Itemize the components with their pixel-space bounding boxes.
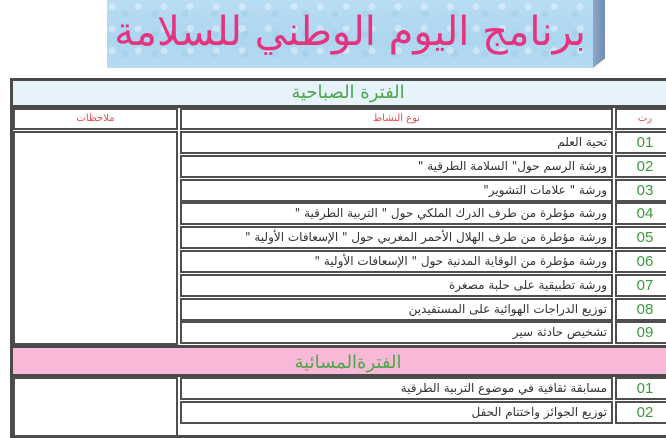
notes-cell-evening <box>13 377 178 437</box>
row-activity: ورشة مؤطرة من طرف الهلال الأحمر المغربي حول " الإسعافات الأولية " <box>180 226 613 249</box>
row-number: 02 <box>615 155 666 178</box>
row-activity: ورشة مؤطرة من الوقاية المدنية حول " الإسعافات الأولية " <box>180 250 613 273</box>
banner-bevel <box>593 0 605 68</box>
row-number: 01 <box>615 131 666 154</box>
section-evening-header: الفترةالمسائية <box>13 345 666 377</box>
title-banner <box>107 0 593 68</box>
row-number: 02 <box>615 401 666 424</box>
column-header-notes: ملاحظات <box>13 108 178 130</box>
row-number: 06 <box>615 250 666 273</box>
row-activity: ورشة الرسم حول" السلامة الطرقية " <box>180 155 613 178</box>
row-number: 09 <box>615 321 666 344</box>
row-number: 03 <box>615 179 666 202</box>
row-number: 07 <box>615 274 666 297</box>
row-activity: ورشة مؤطرة من طرف الدرك الملكي حول " التربية الطرقية " <box>180 202 613 225</box>
notes-cell-morning <box>13 131 178 345</box>
page-title: برنامج اليوم الوطني للسلامة <box>114 9 586 55</box>
row-activity: توزيع الدراجات الهوائية على المستفيدين <box>180 298 613 321</box>
row-activity: تحية العلم <box>180 131 613 154</box>
row-number: 04 <box>615 202 666 225</box>
row-number: 08 <box>615 298 666 321</box>
row-activity: توزيع الجوائز واختتام الحفل <box>180 401 613 424</box>
row-activity: ورشة " علامات التشوير" <box>180 179 613 202</box>
row-number: 01 <box>615 377 666 400</box>
section-morning-header: الفترة الصباحية <box>13 81 666 108</box>
column-header-number: رت <box>615 108 666 130</box>
row-number: 05 <box>615 226 666 249</box>
row-activity: ورشة تطبيقية على حلبة مصغرة <box>180 274 613 297</box>
row-activity: تشخيص حادثة سير <box>180 321 613 344</box>
column-header-activity: نوع النشاط <box>180 108 613 130</box>
row-activity: مسابقة ثقافية في موضوع التربية الطرقية <box>180 377 613 400</box>
